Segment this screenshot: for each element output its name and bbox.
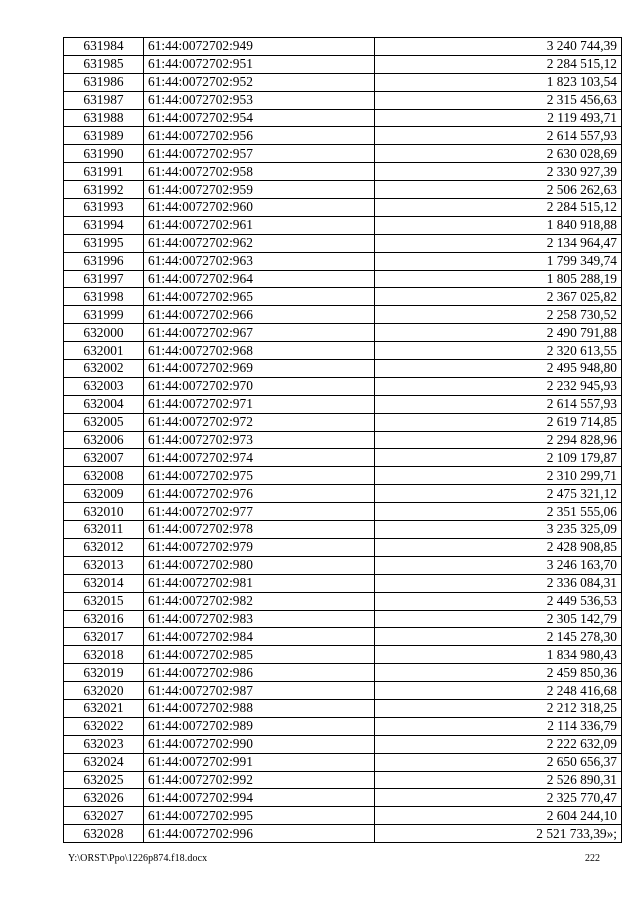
value-cell: 2 294 828,96 [375,431,622,449]
value-cell: 2 145 278,30 [375,628,622,646]
cadastral-number-cell: 61:44:0072702:954 [144,109,375,127]
table-row [64,342,622,360]
table-row [64,664,622,682]
table-row [64,735,622,753]
row-number-cell: 631984 [64,38,144,56]
row-number-cell: 632020 [64,682,144,700]
cadastral-number-cell: 61:44:0072702:975 [144,467,375,485]
cadastral-number-cell: 61:44:0072702:988 [144,699,375,717]
table-row [64,574,622,592]
cadastral-number-cell: 61:44:0072702:996 [144,825,375,843]
table-body [64,38,622,843]
value-cell: 3 240 744,39 [375,38,622,56]
table-row [64,252,622,270]
row-number-cell: 632019 [64,664,144,682]
cadastral-number-cell: 61:44:0072702:964 [144,270,375,288]
table-row [64,288,622,306]
cadastral-number-cell: 61:44:0072702:982 [144,592,375,610]
cadastral-number-cell: 61:44:0072702:962 [144,234,375,252]
row-number-cell: 632021 [64,699,144,717]
value-cell: 1 805 288,19 [375,270,622,288]
value-cell: 2 526 890,31 [375,771,622,789]
cadastral-number-cell: 61:44:0072702:986 [144,664,375,682]
cadastral-number-cell: 61:44:0072702:981 [144,574,375,592]
value-cell: 2 650 656,37 [375,753,622,771]
value-cell: 2 614 557,93 [375,127,622,145]
value-cell: 2 258 730,52 [375,306,622,324]
value-cell: 2 310 299,71 [375,467,622,485]
cadastral-number-cell: 61:44:0072702:980 [144,556,375,574]
value-cell: 2 119 493,71 [375,109,622,127]
cadastral-number-cell: 61:44:0072702:974 [144,449,375,467]
row-number-cell: 632009 [64,485,144,503]
value-cell: 3 235 325,09 [375,521,622,539]
row-number-cell: 632016 [64,610,144,628]
value-cell: 2 630 028,69 [375,145,622,163]
table-row [64,628,622,646]
table-row [64,699,622,717]
table-row [64,413,622,431]
cadastral-number-cell: 61:44:0072702:970 [144,377,375,395]
row-number-cell: 631994 [64,216,144,234]
cadastral-number-cell: 61:44:0072702:995 [144,807,375,825]
row-number-cell: 631999 [64,306,144,324]
cadastral-number-cell: 61:44:0072702:971 [144,395,375,413]
row-number-cell: 632000 [64,324,144,342]
value-cell: 2 506 262,63 [375,181,622,199]
value-cell: 2 449 536,53 [375,592,622,610]
row-number-cell: 632027 [64,807,144,825]
cadastral-number-cell: 61:44:0072702:990 [144,735,375,753]
table-row [64,610,622,628]
cadastral-number-cell: 61:44:0072702:976 [144,485,375,503]
row-number-cell: 632017 [64,628,144,646]
table-row [64,521,622,539]
cadastral-number-cell: 61:44:0072702:965 [144,288,375,306]
row-number-cell: 632028 [64,825,144,843]
row-number-cell: 631993 [64,199,144,217]
table-row [64,270,622,288]
row-number-cell: 631987 [64,91,144,109]
value-cell: 2 109 179,87 [375,449,622,467]
cadastral-number-cell: 61:44:0072702:979 [144,538,375,556]
table-row [64,825,622,843]
table-row [64,324,622,342]
cadastral-number-cell: 61:44:0072702:968 [144,342,375,360]
value-cell: 2 325 770,47 [375,789,622,807]
row-number-cell: 632003 [64,377,144,395]
table-row [64,503,622,521]
cadastral-number-cell: 61:44:0072702:953 [144,91,375,109]
row-number-cell: 632004 [64,395,144,413]
row-number-cell: 631997 [64,270,144,288]
data-table [63,37,622,843]
value-cell: 2 134 964,47 [375,234,622,252]
row-number-cell: 632013 [64,556,144,574]
cadastral-number-cell: 61:44:0072702:978 [144,521,375,539]
table-row [64,199,622,217]
value-cell: 2 604 244,10 [375,807,622,825]
table-row [64,38,622,56]
value-cell: 2 212 318,25 [375,699,622,717]
cadastral-number-cell: 61:44:0072702:992 [144,771,375,789]
table-row [64,145,622,163]
row-number-cell: 632015 [64,592,144,610]
row-number-cell: 632011 [64,521,144,539]
row-number-cell: 632024 [64,753,144,771]
row-number-cell: 632007 [64,449,144,467]
table-row [64,682,622,700]
table-row [64,717,622,735]
row-number-cell: 631989 [64,127,144,145]
table-row [64,55,622,73]
value-cell: 2 284 515,12 [375,55,622,73]
row-number-cell: 632025 [64,771,144,789]
cadastral-number-cell: 61:44:0072702:952 [144,73,375,91]
cadastral-number-cell: 61:44:0072702:983 [144,610,375,628]
cadastral-number-cell: 61:44:0072702:959 [144,181,375,199]
cadastral-number-cell: 61:44:0072702:977 [144,503,375,521]
value-cell: 2 490 791,88 [375,324,622,342]
table-row [64,431,622,449]
value-cell: 2 284 515,12 [375,199,622,217]
cadastral-number-cell: 61:44:0072702:951 [144,55,375,73]
table-row [64,377,622,395]
table-row [64,771,622,789]
value-cell: 2 351 555,06 [375,503,622,521]
value-cell: 1 823 103,54 [375,73,622,91]
row-number-cell: 632002 [64,360,144,378]
value-cell: 2 315 456,63 [375,91,622,109]
table-row [64,449,622,467]
cadastral-number-cell: 61:44:0072702:994 [144,789,375,807]
row-number-cell: 631990 [64,145,144,163]
value-cell: 2 248 416,68 [375,682,622,700]
row-number-cell: 631986 [64,73,144,91]
table-row [64,807,622,825]
value-cell: 2 428 908,85 [375,538,622,556]
table-row [64,395,622,413]
value-cell: 2 521 733,39»; [375,825,622,843]
row-number-cell: 632001 [64,342,144,360]
value-cell: 2 495 948,80 [375,360,622,378]
table-row [64,73,622,91]
row-number-cell: 632012 [64,538,144,556]
cadastral-number-cell: 61:44:0072702:985 [144,646,375,664]
cadastral-number-cell: 61:44:0072702:966 [144,306,375,324]
row-number-cell: 632005 [64,413,144,431]
footer-page-number: 222 [585,853,600,864]
value-cell: 2 367 025,82 [375,288,622,306]
value-cell: 2 305 142,79 [375,610,622,628]
row-number-cell: 631988 [64,109,144,127]
row-number-cell: 632008 [64,467,144,485]
table-row [64,127,622,145]
cadastral-number-cell: 61:44:0072702:973 [144,431,375,449]
row-number-cell: 632023 [64,735,144,753]
table-row [64,181,622,199]
row-number-cell: 632022 [64,717,144,735]
value-cell: 2 232 945,93 [375,377,622,395]
cadastral-number-cell: 61:44:0072702:987 [144,682,375,700]
value-cell: 2 330 927,39 [375,163,622,181]
row-number-cell: 631985 [64,55,144,73]
table-row [64,91,622,109]
value-cell: 2 114 336,79 [375,717,622,735]
cadastral-number-cell: 61:44:0072702:960 [144,199,375,217]
cadastral-number-cell: 61:44:0072702:972 [144,413,375,431]
footer-file-path: Y:\ORST\Ppo\1226p874.f18.docx [68,853,208,864]
row-number-cell: 631996 [64,252,144,270]
cadastral-number-cell: 61:44:0072702:963 [144,252,375,270]
table-row [64,789,622,807]
row-number-cell: 631995 [64,234,144,252]
table-row [64,538,622,556]
cadastral-number-cell: 61:44:0072702:957 [144,145,375,163]
cadastral-number-cell: 61:44:0072702:949 [144,38,375,56]
table-row [64,485,622,503]
table-row [64,234,622,252]
row-number-cell: 631992 [64,181,144,199]
row-number-cell: 632014 [64,574,144,592]
row-number-cell: 632006 [64,431,144,449]
table-row [64,216,622,234]
table-row [64,360,622,378]
value-cell: 2 222 632,09 [375,735,622,753]
row-number-cell: 631991 [64,163,144,181]
value-cell: 1 834 980,43 [375,646,622,664]
table-row [64,109,622,127]
value-cell: 3 246 163,70 [375,556,622,574]
table-row [64,592,622,610]
value-cell: 1 799 349,74 [375,252,622,270]
row-number-cell: 631998 [64,288,144,306]
value-cell: 2 336 084,31 [375,574,622,592]
cadastral-number-cell: 61:44:0072702:984 [144,628,375,646]
value-cell: 2 475 321,12 [375,485,622,503]
table-row [64,646,622,664]
cadastral-number-cell: 61:44:0072702:967 [144,324,375,342]
table-row [64,163,622,181]
value-cell: 2 614 557,93 [375,395,622,413]
table-row [64,467,622,485]
cadastral-number-cell: 61:44:0072702:991 [144,753,375,771]
table-row [64,556,622,574]
value-cell: 2 459 850,36 [375,664,622,682]
cadastral-number-cell: 61:44:0072702:956 [144,127,375,145]
value-cell: 2 320 613,55 [375,342,622,360]
cadastral-number-cell: 61:44:0072702:961 [144,216,375,234]
row-number-cell: 632010 [64,503,144,521]
value-cell: 2 619 714,85 [375,413,622,431]
cadastral-number-cell: 61:44:0072702:958 [144,163,375,181]
cadastral-number-cell: 61:44:0072702:989 [144,717,375,735]
value-cell: 1 840 918,88 [375,216,622,234]
table-row [64,753,622,771]
row-number-cell: 632026 [64,789,144,807]
table-row [64,306,622,324]
cadastral-number-cell: 61:44:0072702:969 [144,360,375,378]
row-number-cell: 632018 [64,646,144,664]
